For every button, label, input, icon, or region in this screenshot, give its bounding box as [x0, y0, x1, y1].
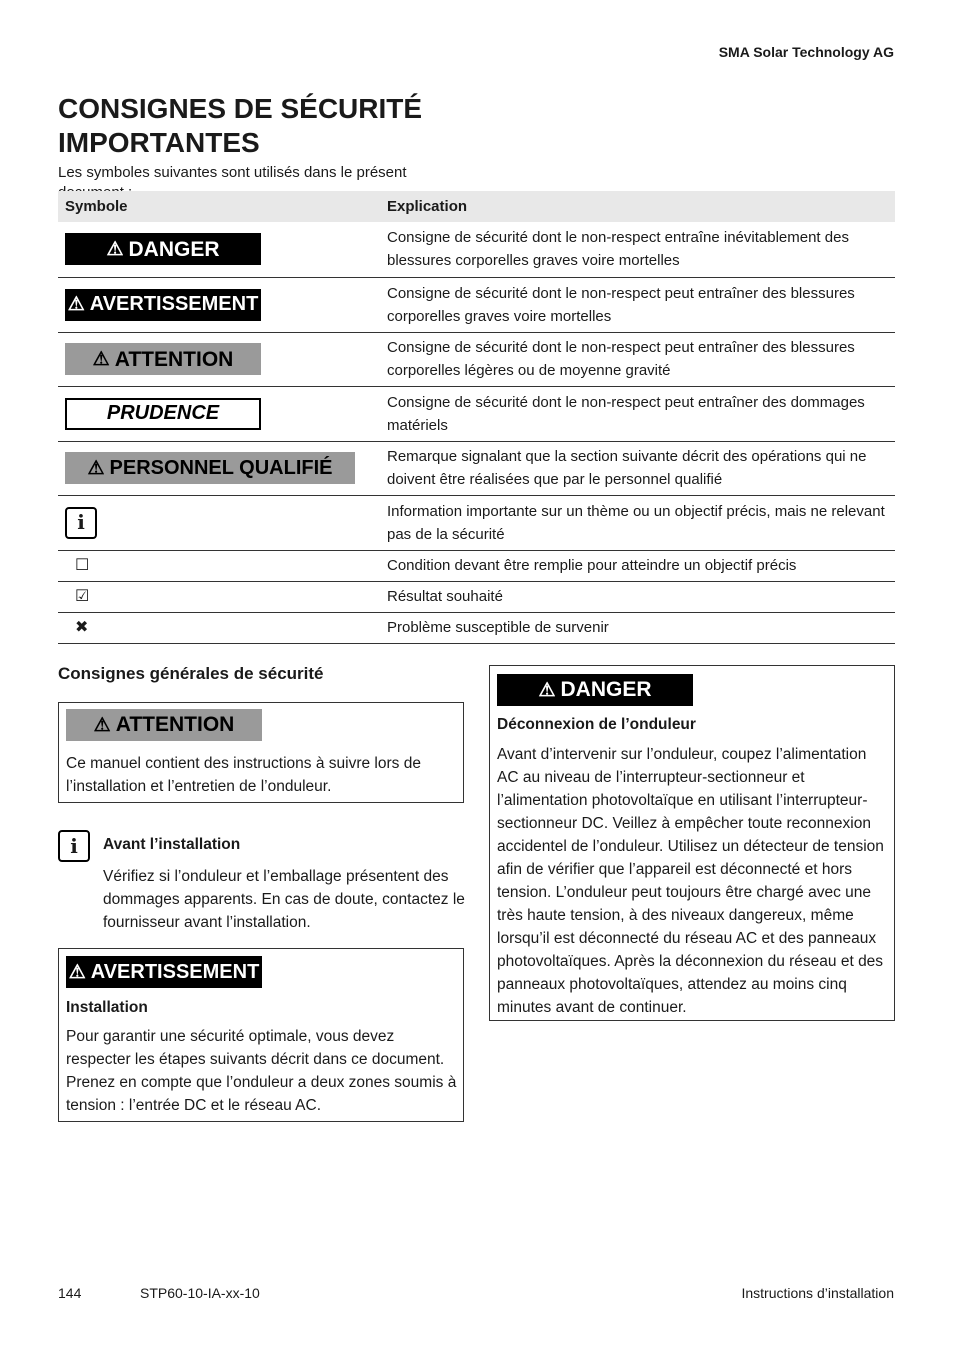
- explanation-cell: Consigne de sécurité dont le non-respect peut entraîner des blessures corporelles légères ou de moyenne gravité: [380, 332, 895, 386]
- page-title: [58, 92, 422, 160]
- info-icon: i: [58, 830, 90, 862]
- attention-badge: ⚠ ATTENTION: [66, 709, 262, 741]
- cross-icon: ✖: [75, 619, 89, 636]
- table-row: [58, 277, 895, 332]
- warning-triangle-icon: ⚠: [68, 961, 86, 983]
- table-row: [58, 332, 895, 386]
- explanation-cell: Condition devant être remplie pour atteindre un objectif précis: [380, 550, 895, 581]
- danger-box-text: Avant d’intervenir sur l’onduleur, coupez l’alimentation AC au niveau de l’interrupteur-sectionneur et l’alimentation photovoltaïque en utilisant l’interrupteur-sectionneur DC. Veillez à empêcher toute reconnexion accidentel de l’onduleur. Utilisez un détecteur de tension afin de vérifier que l’appareil est déconnecté et hors tension. L’onduleur peut toujours être chargé avec une très haute tension, à des niveaux dangereux, même lorsqu’il est déconnecté du réseau AC et des panneaux photovoltaïques. Après la déconnexion du réseau et des panneaux photovoltaïques, attendez au moins cinq minutes avant de continuer.: [497, 746, 884, 1016]
- intro-text: Les symboles suivantes sont utilisés dans le présent: [58, 164, 407, 181]
- table-row: [58, 441, 895, 495]
- danger-box-title: Déconnexion de l’onduleur: [497, 716, 696, 733]
- page-title-line-1: CONSIGNES DE SÉCURITÉ: [58, 93, 423, 124]
- table-row: [58, 222, 895, 277]
- document-type: Instructions d’installation: [741, 1285, 894, 1301]
- company-name: SMA Solar Technology AG: [718, 44, 894, 60]
- general-safety-heading: Consignes générales de sécurité: [58, 664, 324, 683]
- warning-badge: ⚠ AVERTISSEMENT: [65, 289, 261, 321]
- warning-triangle-icon: ⚠: [93, 714, 111, 736]
- checkbox-empty-icon: ☐: [75, 557, 90, 574]
- explanation-cell: Consigne de sécurité dont le non-respect peut entraîner des dommages matériels: [380, 386, 895, 441]
- explanation-cell: Problème susceptible de survenir: [380, 612, 895, 643]
- warning-triangle-icon: ⚠: [87, 457, 105, 479]
- info-note-text: Vérifiez si l’onduleur et l’emballage présentent des dommages apparents. En cas de doute, contactez le fournisseur avant l’installation.: [103, 868, 465, 931]
- danger-badge: ⚠ DANGER: [497, 674, 693, 706]
- document-id: STP60-10-IA-xx-10: [140, 1285, 260, 1301]
- symbols-table: [58, 191, 895, 644]
- page-title-line-2: IMPORTANTES: [58, 127, 260, 158]
- table-row: [58, 495, 895, 550]
- checkbox-checked-icon: ☑: [75, 588, 90, 605]
- prudence-badge: PRUDENCE: [65, 398, 261, 430]
- table-row: [58, 386, 895, 441]
- attention-box-text: Ce manuel contient des instructions à suivre lors de l’installation et l’entretien de l’onduleur.: [66, 755, 421, 795]
- table-header-row: [58, 191, 895, 222]
- explanation-cell: Consigne de sécurité dont le non-respect peut entraîner des blessures corporelles graves voire mortelles: [380, 277, 895, 332]
- info-note-title: Avant l’installation: [103, 836, 241, 853]
- warning-triangle-icon: ⚠: [92, 348, 110, 370]
- qualified-personnel-badge: ⚠ PERSONNEL QUALIFIÉ: [65, 452, 355, 484]
- info-icon: i: [65, 507, 97, 539]
- danger-box: [489, 665, 895, 1021]
- warning-badge: ⚠ AVERTISSEMENT: [66, 956, 262, 988]
- explanation-cell: Remarque signalant que la section suivante décrit des opérations qui ne doivent être réalisées que par le personnel qualifié: [380, 441, 895, 495]
- attention-badge: ⚠ ATTENTION: [65, 343, 261, 375]
- explanation-cell: Résultat souhaité: [380, 581, 895, 612]
- warning-box-title: Installation: [66, 999, 148, 1016]
- attention-box: [58, 702, 464, 803]
- column-header-explication: Explication: [380, 191, 895, 222]
- warning-triangle-icon: ⚠: [538, 679, 556, 701]
- table-row: [58, 550, 895, 581]
- page-number: 144: [58, 1285, 82, 1301]
- table-row: [58, 581, 895, 612]
- danger-badge: ⚠ DANGER: [65, 233, 261, 265]
- warning-box: [58, 948, 464, 1122]
- warning-triangle-icon: ⚠: [106, 238, 124, 260]
- column-header-symbol: Symbole: [58, 191, 380, 222]
- warning-box-text: Pour garantir une sécurité optimale, vous devez respecter les étapes suivants décrit dans ce document. Prenez en compte que l’onduleur a deux zones soumis à tension : l’entrée DC et le réseau AC.: [66, 1028, 457, 1114]
- table-row: [58, 612, 895, 643]
- warning-triangle-icon: ⚠: [67, 294, 85, 315]
- explanation-cell: Information importante sur un thème ou un objectif précis, mais ne relevant pas de la sécurité: [380, 495, 895, 550]
- explanation-cell: Consigne de sécurité dont le non-respect entraîne inévitablement des blessures corporelles graves voire mortelles: [380, 222, 895, 277]
